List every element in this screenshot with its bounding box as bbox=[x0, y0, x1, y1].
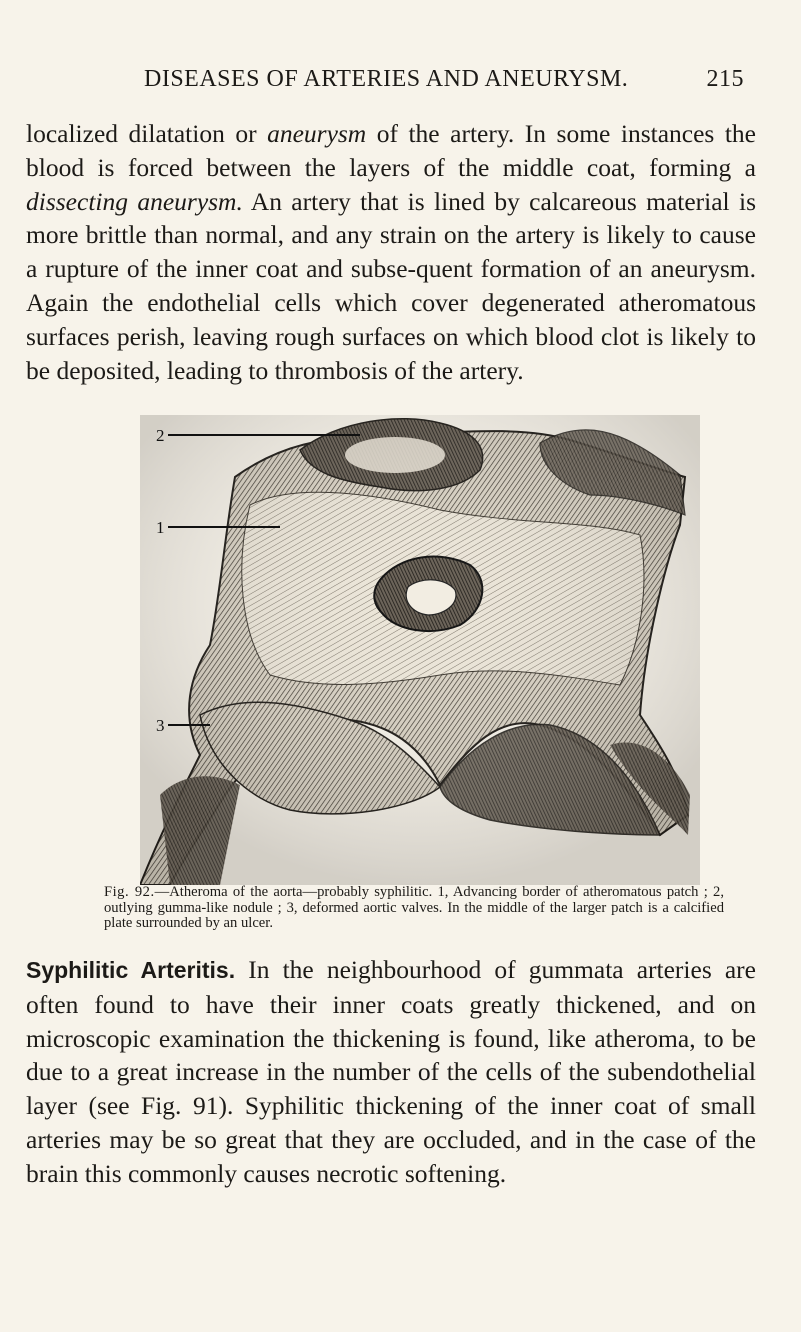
section-text: In the neighbourhood of gummata arteries are often found to have their inner coats greatly thickened, and on microscopic examination the thickening is found, like atheroma, to be due to a great increase in the number of the cells of the subendothelial layer (see Fig. 91). Syphilitic thickening of the inner coat of small arteries may be so great that they are occluded, and in the case of the brain this commonly causes necrotic softening. bbox=[26, 955, 756, 1188]
aorta-drawing bbox=[140, 415, 700, 885]
term-aneurysm: aneurysm bbox=[267, 119, 367, 148]
aorta-illustration bbox=[140, 415, 700, 885]
paragraph-text: localized dilatation or bbox=[26, 119, 268, 148]
caption-text: —Atheroma of the aorta—probably syphilitic. 1, Advancing border of atheromatous patch ; 2, outlying gumma-like nodule ; 3, deformed aortic valves. In the middle of the larger patch is a calcified plate surrounded by an ulcer. bbox=[104, 884, 724, 932]
figure-caption bbox=[104, 885, 724, 932]
page-number: 215 bbox=[706, 66, 744, 92]
figure-number: Fig. 92. bbox=[104, 884, 155, 900]
label-2: 2 bbox=[156, 426, 165, 445]
section-heading: Syphilitic Arteritis. bbox=[26, 957, 236, 983]
running-head bbox=[144, 66, 744, 93]
paragraph-text: of the artery. In some instances the blood is forced between the layers of the middle coat, forming a bbox=[26, 119, 756, 182]
paragraph-text: An artery that is lined by calcareous material is more brittle than normal, and any strain on the artery is likely to cause a rupture of the inner coat and subse-quent formation of an aneurysm. Again the endothelial cells which cover degenerated atheromatous surfaces perish, leaving rough surfaces on which blood clot is likely to be deposited, leading to thrombosis of the artery. bbox=[26, 186, 756, 385]
section-syphilitic-arteritis bbox=[26, 953, 756, 1191]
paragraph-aneurysm bbox=[26, 117, 756, 387]
running-head-title: DISEASES OF ARTERIES AND ANEURYSM. bbox=[144, 66, 629, 92]
term-dissecting-aneurysm: dissecting aneurysm. bbox=[26, 186, 243, 216]
label-3: 3 bbox=[156, 716, 165, 735]
label-1: 1 bbox=[156, 518, 165, 537]
